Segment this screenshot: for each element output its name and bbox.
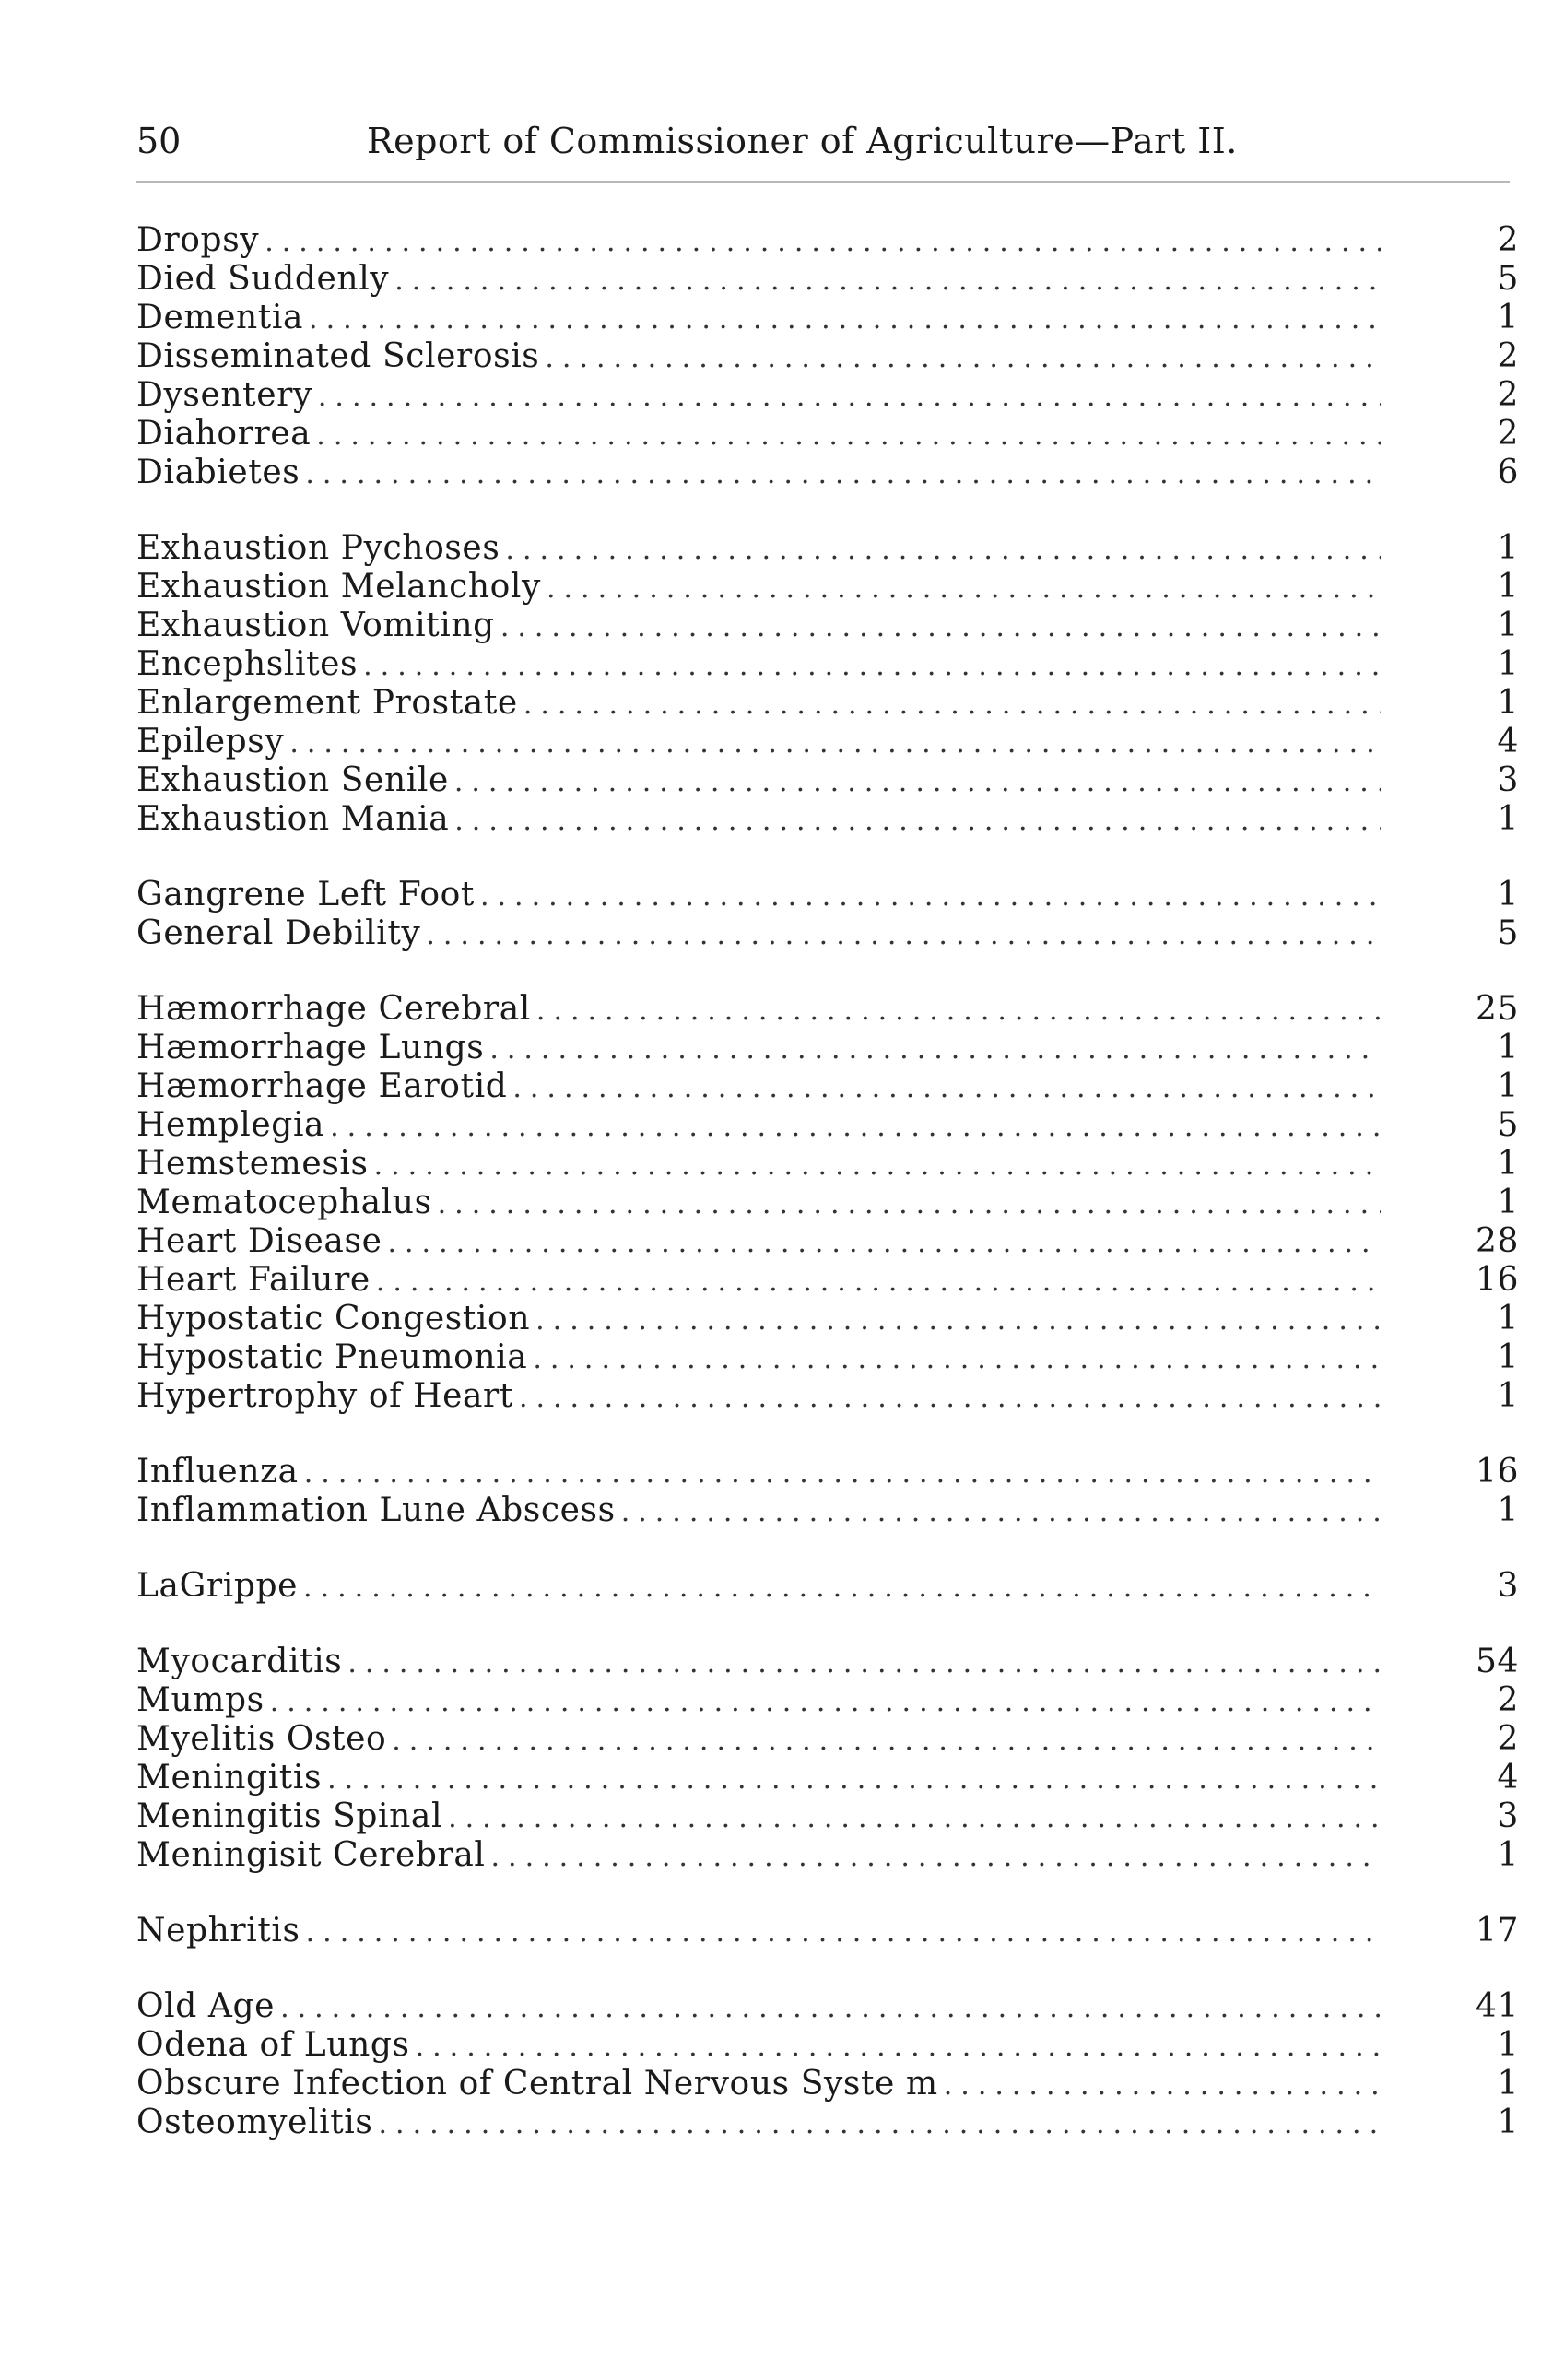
- dot-leader: [523, 686, 1381, 725]
- death-count: 1: [1497, 607, 1519, 644]
- cause-name: Encephslites: [136, 645, 359, 683]
- cause-name: Influenza: [136, 1453, 299, 1490]
- cause-name: Dropsy: [136, 221, 260, 259]
- dot-leader: [327, 1761, 1381, 1799]
- death-count: 54: [1475, 1643, 1519, 1680]
- cause-name: Myelitis Osteo: [136, 1720, 387, 1758]
- death-count: 1: [1497, 568, 1519, 606]
- list-item: [136, 1836, 1519, 1875]
- header-divider: [136, 181, 1510, 183]
- dot-leader: [379, 2105, 1382, 2144]
- list-item: [136, 1067, 1519, 1106]
- death-count: 16: [1475, 1261, 1519, 1299]
- death-count: 25: [1475, 990, 1519, 1028]
- cause-name: Hemplegia: [136, 1106, 325, 1144]
- death-count: 1: [1497, 2026, 1519, 2064]
- dot-leader: [438, 1185, 1381, 1224]
- dot-leader: [374, 1147, 1381, 1185]
- dot-leader: [519, 1379, 1381, 1418]
- death-count: 5: [1497, 260, 1519, 298]
- dot-leader: [416, 2028, 1381, 2067]
- death-count: 1: [1497, 1029, 1519, 1066]
- death-count: 2: [1497, 337, 1519, 375]
- list-item: [136, 1797, 1519, 1836]
- dot-leader: [347, 1644, 1381, 1683]
- cause-name: Hypertrophy of Heart: [136, 1377, 513, 1415]
- dot-leader: [545, 339, 1381, 378]
- list-item: [136, 1453, 1519, 1491]
- dot-leader: [454, 763, 1381, 802]
- list-item: [136, 1987, 1519, 2026]
- cause-name: Obscure Infection of Central Nervous Syste m: [136, 2065, 938, 2103]
- death-count: 5: [1497, 914, 1519, 952]
- entry-group: [136, 221, 1519, 492]
- death-count: 6: [1497, 454, 1519, 491]
- list-item: [136, 1720, 1519, 1759]
- entry-group: [136, 876, 1519, 953]
- cause-name: Hæmorrhage Cerebral: [136, 990, 531, 1028]
- dot-leader: [489, 1031, 1381, 1069]
- list-item: [136, 568, 1519, 607]
- cause-name: Diabietes: [136, 454, 300, 491]
- list-item: [136, 990, 1519, 1029]
- dot-leader: [944, 2067, 1381, 2105]
- cause-name: Heart Failure: [136, 1261, 371, 1299]
- cause-name: Hemstemesis: [136, 1145, 369, 1183]
- list-item: [136, 337, 1519, 376]
- list-item: [136, 376, 1519, 415]
- death-count: 1: [1497, 2065, 1519, 2103]
- dot-leader: [448, 1799, 1381, 1838]
- dot-leader: [392, 1722, 1381, 1761]
- dot-leader: [265, 223, 1381, 262]
- cause-name: Gangrene Left Foot: [136, 876, 475, 913]
- death-count: 2: [1497, 415, 1519, 453]
- dot-leader: [505, 531, 1381, 570]
- death-count: 2: [1497, 1681, 1519, 1719]
- list-item: [136, 1338, 1519, 1377]
- list-item: [136, 221, 1519, 260]
- death-count: 2: [1497, 221, 1519, 259]
- dot-leader: [454, 802, 1381, 841]
- death-count: 17: [1475, 1912, 1519, 1950]
- cause-name: Hæmorrhage Lungs: [136, 1029, 485, 1066]
- list-item: [136, 260, 1519, 299]
- page-header: [136, 118, 1519, 164]
- list-item: [136, 723, 1519, 761]
- list-item: [136, 415, 1519, 454]
- cause-name: Diahorrea: [136, 415, 312, 453]
- list-item: [136, 1261, 1519, 1300]
- dot-leader: [376, 1263, 1381, 1302]
- list-item: [136, 1759, 1519, 1797]
- death-count: 1: [1497, 1836, 1519, 1874]
- dot-leader: [536, 992, 1381, 1031]
- cause-name: Hypostatic Pneumonia: [136, 1338, 528, 1376]
- list-item: [136, 454, 1519, 492]
- dot-leader: [318, 378, 1381, 417]
- dot-leader: [303, 1569, 1381, 1608]
- cause-name: Inflammation Lune Abscess: [136, 1491, 616, 1529]
- cause-name: Dysentery: [136, 376, 312, 414]
- death-count: 1: [1497, 645, 1519, 683]
- cause-name: Exhaustion Melancholy: [136, 568, 541, 606]
- cause-of-death-listing: [136, 221, 1519, 2179]
- list-item: [136, 1106, 1519, 1145]
- entry-group: [136, 1453, 1519, 1530]
- list-item: [136, 299, 1519, 337]
- cause-name: Mematocephalus: [136, 1184, 432, 1221]
- dot-leader: [309, 300, 1381, 339]
- dot-leader: [305, 455, 1381, 494]
- cause-name: Hypostatic Congestion: [136, 1300, 531, 1337]
- list-item: [136, 800, 1519, 839]
- list-item: [136, 2065, 1519, 2103]
- dot-leader: [306, 1914, 1381, 1952]
- death-count: 1: [1497, 1377, 1519, 1415]
- death-count: 1: [1497, 1491, 1519, 1529]
- dot-leader: [330, 1108, 1381, 1147]
- list-item: [136, 1643, 1519, 1681]
- dot-leader: [535, 1302, 1381, 1340]
- cause-name: Dementia: [136, 299, 304, 336]
- death-count: 5: [1497, 1106, 1519, 1144]
- cause-name: Mumps: [136, 1681, 265, 1719]
- list-item: [136, 1567, 1519, 1606]
- list-item: [136, 2026, 1519, 2065]
- death-count: 28: [1475, 1222, 1519, 1260]
- list-item: [136, 761, 1519, 800]
- death-count: 3: [1497, 1797, 1519, 1835]
- death-count: 4: [1497, 1759, 1519, 1797]
- dot-leader: [387, 1224, 1381, 1263]
- list-item: [136, 914, 1519, 953]
- dot-leader: [500, 608, 1381, 647]
- cause-name: Epilepsy: [136, 723, 285, 760]
- cause-name: Exhaustion Mania: [136, 800, 450, 838]
- death-count: 1: [1497, 876, 1519, 913]
- dot-leader: [491, 1838, 1381, 1877]
- list-item: [136, 1912, 1519, 1950]
- cause-name: Heart Disease: [136, 1222, 382, 1260]
- entry-group: [136, 990, 1519, 1416]
- entry-group: [136, 1912, 1519, 1950]
- death-count: 41: [1475, 1987, 1519, 2025]
- dot-leader: [289, 725, 1381, 763]
- cause-name: Hæmorrhage Earotid: [136, 1067, 508, 1105]
- death-count: 1: [1497, 1067, 1519, 1105]
- death-count: 2: [1497, 1720, 1519, 1758]
- dot-leader: [304, 1455, 1381, 1493]
- list-item: [136, 1029, 1519, 1067]
- dot-leader: [316, 417, 1381, 455]
- death-count: 1: [1497, 800, 1519, 838]
- cause-name: Exhaustion Pychoses: [136, 529, 500, 567]
- dot-leader: [621, 1493, 1381, 1532]
- list-item: [136, 645, 1519, 684]
- cause-name: Disseminated Sclerosis: [136, 337, 540, 375]
- death-count: 1: [1497, 529, 1519, 567]
- cause-name: Nephritis: [136, 1912, 300, 1950]
- running-title: Report of Commissioner of Agriculture—Part II.: [367, 121, 1238, 161]
- cause-name: Meningisit Cerebral: [136, 1836, 486, 1874]
- cause-name: Osteomyelitis: [136, 2103, 373, 2141]
- death-count: 3: [1497, 1567, 1519, 1605]
- list-item: [136, 1377, 1519, 1416]
- list-item: [136, 529, 1519, 568]
- cause-name: LaGrippe: [136, 1567, 299, 1605]
- death-count: 1: [1497, 1184, 1519, 1221]
- cause-name: Meningitis Spinal: [136, 1797, 443, 1835]
- death-count: 4: [1497, 723, 1519, 760]
- list-item: [136, 876, 1519, 914]
- list-item: [136, 1491, 1519, 1530]
- list-item: [136, 1300, 1519, 1338]
- dot-leader: [270, 1683, 1381, 1722]
- cause-name: Old Age: [136, 1987, 276, 2025]
- cause-name: General Debility: [136, 914, 421, 952]
- list-item: [136, 1184, 1519, 1222]
- list-item: [136, 2103, 1519, 2142]
- dot-leader: [426, 916, 1381, 955]
- list-item: [136, 1681, 1519, 1720]
- death-count: 1: [1497, 2103, 1519, 2141]
- cause-name: Exhaustion Vomiting: [136, 607, 495, 644]
- death-count: 1: [1497, 299, 1519, 336]
- death-count: 16: [1475, 1453, 1519, 1490]
- dot-leader: [394, 262, 1381, 300]
- death-count: 1: [1497, 1300, 1519, 1337]
- death-count: 1: [1497, 1145, 1519, 1183]
- entry-group: [136, 529, 1519, 839]
- cause-name: Died Suddenly: [136, 260, 390, 298]
- cause-name: Myocarditis: [136, 1643, 343, 1680]
- dot-leader: [512, 1069, 1381, 1108]
- death-count: 2: [1497, 376, 1519, 414]
- page-number: 50: [136, 121, 182, 161]
- entry-group: [136, 1643, 1519, 1875]
- list-item: [136, 607, 1519, 645]
- list-item: [136, 1145, 1519, 1184]
- list-item: [136, 684, 1519, 723]
- death-count: 3: [1497, 761, 1519, 799]
- entry-group: [136, 1567, 1519, 1606]
- dot-leader: [480, 878, 1381, 916]
- dot-leader: [363, 647, 1381, 686]
- dot-leader: [533, 1340, 1381, 1379]
- cause-name: Odena of Lungs: [136, 2026, 410, 2064]
- list-item: [136, 1222, 1519, 1261]
- cause-name: Meningitis: [136, 1759, 323, 1797]
- entry-group: [136, 1987, 1519, 2142]
- dot-leader: [280, 1989, 1381, 2028]
- dot-leader: [547, 570, 1381, 608]
- cause-name: Exhaustion Senile: [136, 761, 449, 799]
- death-count: 1: [1497, 684, 1519, 722]
- cause-name: Enlargement Prostate: [136, 684, 518, 722]
- death-count: 1: [1497, 1338, 1519, 1376]
